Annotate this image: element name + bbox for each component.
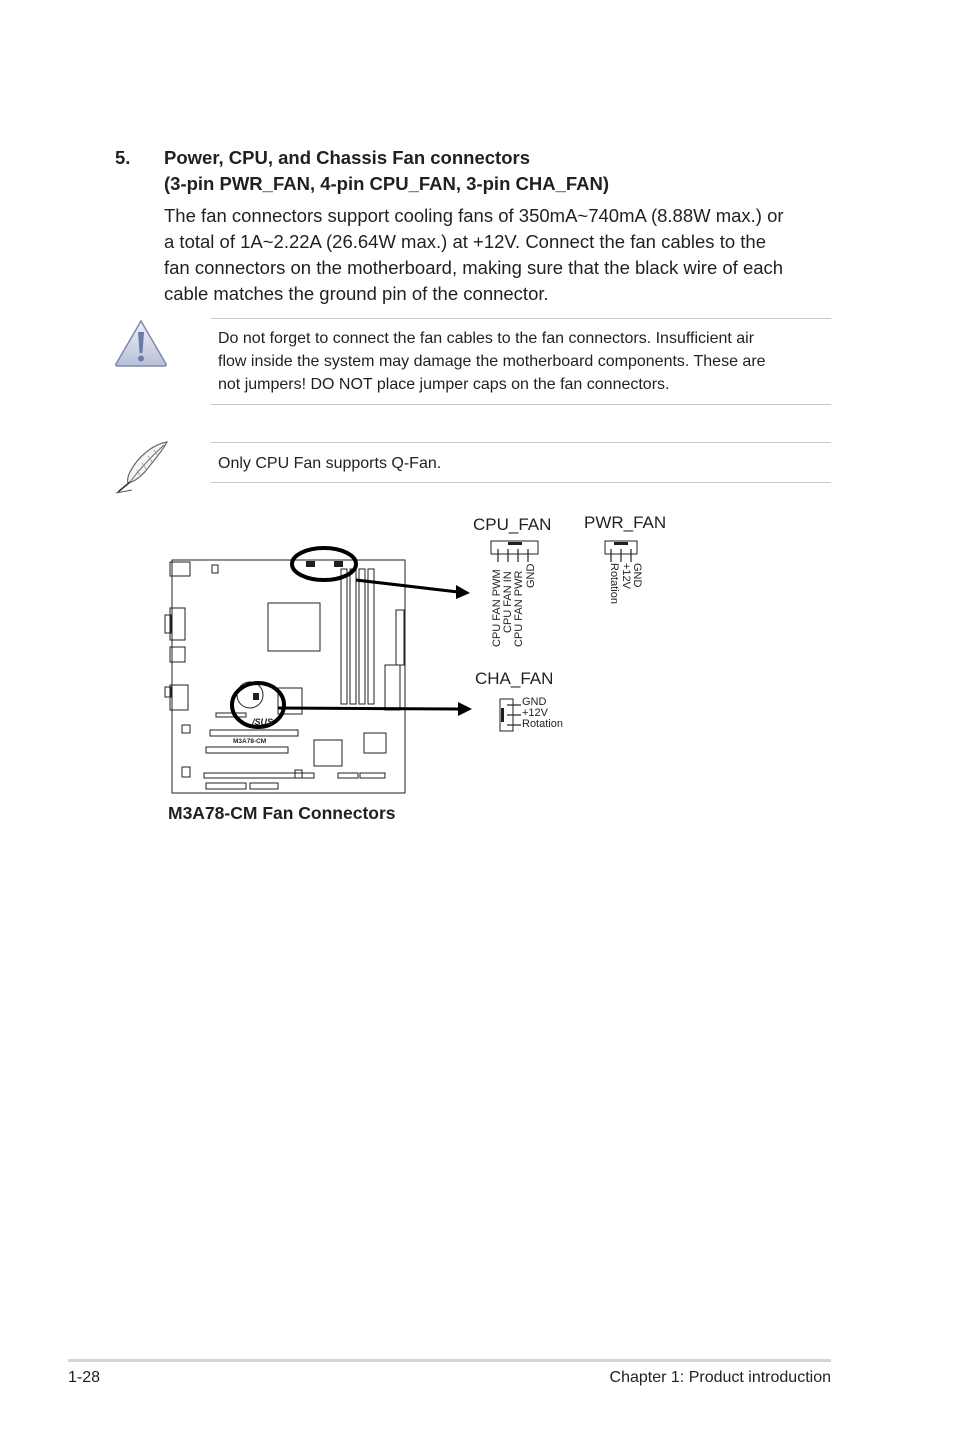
- cha-fan-pin-3-label: Rotation: [522, 718, 563, 730]
- feather-pen-icon: [114, 438, 172, 496]
- pwr-fan-header-icon: [604, 540, 640, 562]
- warning-line: flow inside the system may damage the motherboard components. These are: [218, 353, 766, 370]
- asus-logo: /SUS: [252, 717, 274, 727]
- cpu-fan-header-icon: [490, 540, 540, 562]
- section-title-line2: (3-pin PWR_FAN, 4-pin CPU_FAN, 3-pin CHA_FAN): [164, 173, 610, 194]
- body-line: cable matches the ground pin of the connector.: [164, 283, 549, 304]
- cha-fan-pin-2-label: +12V: [522, 707, 548, 719]
- diagram-caption: M3A78-CM Fan Connectors: [168, 803, 396, 823]
- chapter-title: Chapter 1: Product introduction: [609, 1369, 831, 1386]
- body-line: The fan connectors support cooling fans of 350mA~740mA (8.88W max.) or: [164, 205, 784, 226]
- section-number: 5.: [115, 147, 131, 168]
- motherboard-diagram: [160, 535, 480, 805]
- section-title-line1: Power, CPU, and Chassis Fan connectors: [164, 147, 530, 168]
- pwr-fan-label: PWR_FAN: [584, 513, 667, 532]
- body-line: fan connectors on the motherboard, making sure that the black wire of each: [164, 257, 784, 278]
- cha-fan-header-icon: [499, 698, 521, 734]
- cpu-fan-pin-2-label: CPU FAN IN: [502, 571, 514, 633]
- pwr-fan-pin-2-label: +12V: [620, 563, 632, 589]
- info-bottom-rule: [211, 482, 831, 483]
- board-model-label: M3A78-CM: [233, 738, 267, 745]
- page-number: 1-28: [68, 1369, 101, 1386]
- warning-bottom-rule: [211, 404, 831, 405]
- info-top-rule: [211, 442, 831, 443]
- cpu-fan-pin-1-label: CPU FAN PWM: [491, 569, 503, 647]
- warning-line: Do not forget to connect the fan cables to the fan connectors. Insufficient air: [218, 330, 755, 347]
- section-body: [164, 203, 824, 307]
- cpu-fan-label: CPU_FAN: [473, 515, 552, 534]
- cpu-fan-pin-4-label: GND: [525, 563, 537, 588]
- footer-rule: [68, 1359, 831, 1362]
- cha-fan-pin-1-label: GND: [522, 696, 547, 708]
- warning-line: not jumpers! DO NOT place jumper caps on the fan connectors.: [218, 376, 670, 393]
- pwr-fan-pin-3-label: Rotation: [608, 563, 620, 604]
- warning-note-text: [218, 327, 766, 396]
- pwr-fan-pin-1-label: GND: [631, 563, 643, 588]
- cha-fan-label: CHA_FAN: [475, 669, 554, 688]
- warning-top-rule: [211, 318, 831, 319]
- cpu-fan-pin-3-label: CPU FAN PWR: [513, 570, 525, 647]
- body-line: a total of 1A~2.22A (26.64W max.) at +12V. Connect the fan cables to the: [164, 231, 766, 252]
- info-note-text: Only CPU Fan supports Q-Fan.: [218, 455, 442, 472]
- warning-triangle-icon: [113, 318, 169, 368]
